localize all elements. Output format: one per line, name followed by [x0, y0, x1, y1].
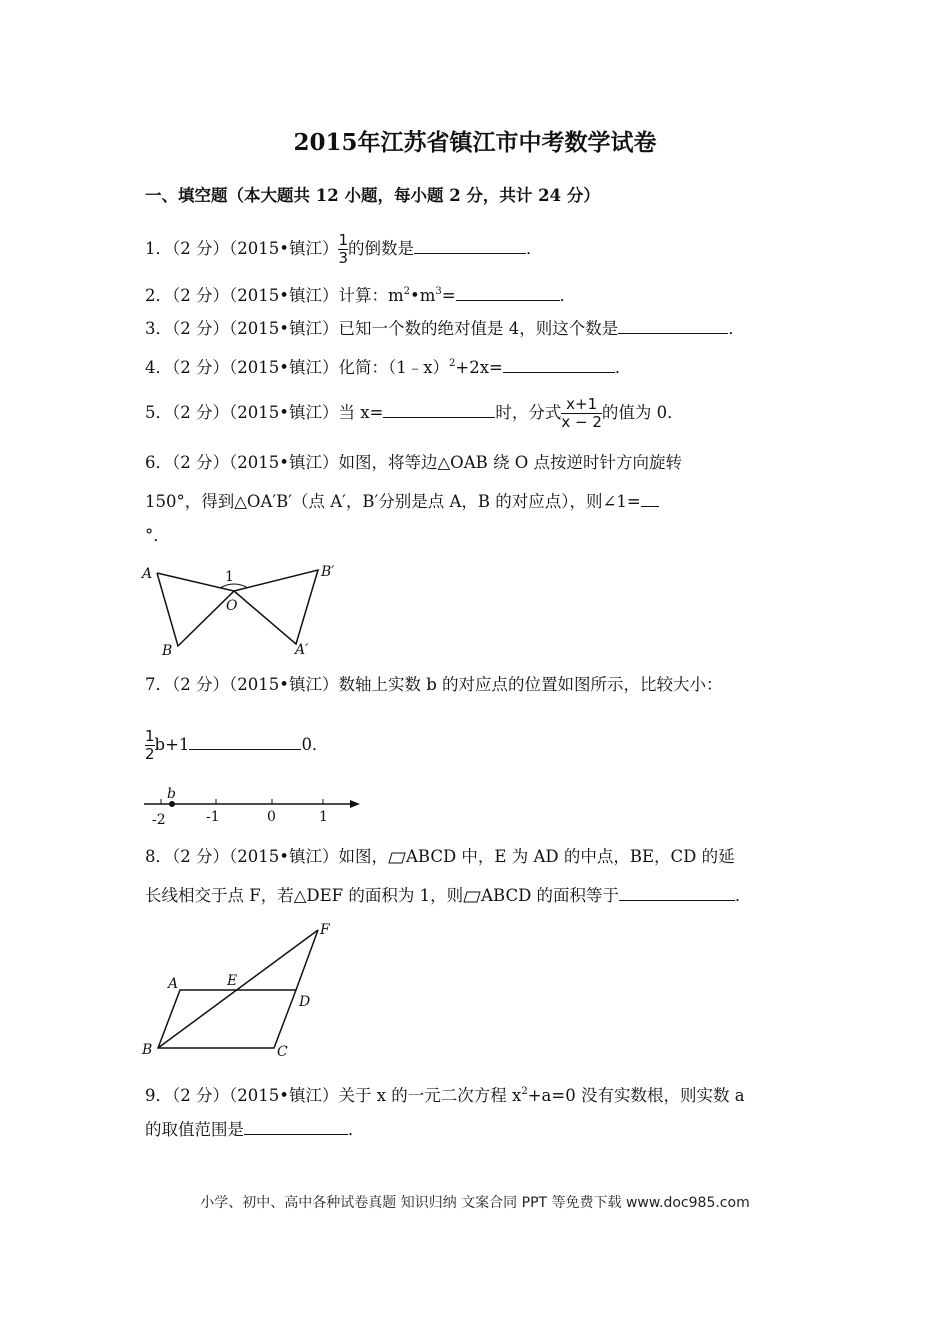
question-7-line-2: $\frac{1}{2}$ b+1 0．	[145, 727, 329, 763]
question-source: （2015•镇江）	[229, 1086, 339, 1105]
question-points: （2 分）	[172, 675, 229, 694]
question-number: 2．	[145, 286, 172, 305]
tick-label: -1	[206, 809, 220, 825]
question-3: 3．（2 分）（2015•镇江）已知一个数的绝对值是 4，则这个数是 ．	[145, 319, 745, 338]
fraction: $\frac{1}{2}$	[145, 727, 155, 763]
parallelogram-icon	[463, 891, 481, 903]
answer-blank[interactable]	[244, 1118, 348, 1135]
question-8-line-2: 长线相交于点 F，若△DEF 的面积为 1，则 ABCD 的面积等于 ．	[145, 886, 752, 905]
question-source: （2015•镇江）	[229, 319, 339, 338]
label-d: D	[299, 994, 311, 1010]
question-points: （2 分）	[172, 403, 229, 422]
fraction: $\frac{x+1}{x - 2}$	[561, 395, 602, 431]
label-b: B	[162, 643, 173, 658]
question-4: 4．（2 分）（2015•镇江）化简：（1﹣x）$^2$+2x= ．	[145, 358, 632, 377]
answer-blank[interactable]	[456, 284, 560, 301]
answer-blank[interactable]	[189, 733, 301, 750]
question-text: 已知一个数的绝对值是 4，则这个数是	[338, 319, 619, 338]
question-text: 计算：m	[338, 286, 404, 305]
question-text: 的倒数是	[348, 239, 415, 258]
question-text: 化简：（1﹣x）	[338, 358, 450, 377]
answer-blank[interactable]	[383, 401, 495, 418]
section-heading: 一、填空题（本大题共 12 小题，每小题 2 分，共计 24 分）	[145, 186, 600, 205]
question-source: （2015•镇江）	[229, 286, 339, 305]
question-number: 7．	[145, 675, 172, 694]
triangle-oab	[157, 573, 234, 646]
number-line-figure	[140, 786, 370, 830]
question-6-line-2: 150°，得到△OA′B′（点 A′，B′分别是点 A，B 的对应点），则∠1=	[145, 490, 659, 513]
parallelogram-abcd	[158, 990, 296, 1048]
tick-label: -2	[152, 812, 166, 828]
label-b: b	[167, 786, 176, 802]
question-points: （2 分）	[172, 319, 229, 338]
question-5: 5．（2 分）（2015•镇江）当 x= 时，分式 $\frac{x+1}{x - 2}$ 的值为 0．	[145, 395, 684, 431]
question-number: 4．	[145, 358, 172, 377]
question-points: （2 分）	[172, 453, 229, 472]
label-b: B	[142, 1042, 153, 1058]
question-9-line-2: 的取值范围是 ．	[145, 1120, 365, 1139]
question-points: （2 分）	[172, 239, 229, 258]
tick-label: 0	[267, 809, 276, 825]
question-points: （2 分）	[172, 847, 229, 866]
parallelogram-icon	[388, 852, 406, 864]
label-a: A	[168, 976, 179, 992]
fraction: $\frac{1}{3}$	[338, 231, 349, 267]
question-number: 9．	[145, 1086, 172, 1105]
question-number: 6．	[145, 453, 172, 472]
question-7	[145, 674, 723, 696]
question-text: 关于 x 的一元二次方程 x	[338, 1086, 522, 1105]
question-9: 9．（2 分）（2015•镇江）关于 x 的一元二次方程 $x^2+a=0$ 没有实数根，则实数 a	[145, 1086, 745, 1105]
question-points: （2 分）	[172, 286, 229, 305]
parallelogram-figure	[138, 918, 348, 1062]
question-number: 1．	[145, 239, 172, 258]
question-source: （2015•镇江）	[229, 403, 339, 422]
line-bf	[158, 930, 318, 1048]
arrow-icon	[350, 800, 360, 808]
question-number: 8．	[145, 847, 172, 866]
question-source: （2015•镇江）	[229, 453, 339, 472]
question-6-line-3: °．	[145, 526, 170, 545]
question-text: 数轴上实数 b 的对应点的位置如图所示，比较大小：	[338, 675, 723, 694]
question-source: （2015•镇江）	[229, 847, 339, 866]
label-c: C	[277, 1044, 288, 1060]
page-title: 2015年江苏省镇江市中考数学试卷	[293, 129, 657, 156]
answer-blank[interactable]	[414, 237, 526, 254]
answer-blank[interactable]	[641, 490, 659, 507]
question-number: 5．	[145, 403, 172, 422]
label-f: F	[320, 922, 330, 938]
question-points: （2 分）	[172, 1086, 229, 1105]
triangle-oa2b2	[234, 570, 318, 644]
question-number: 3．	[145, 319, 172, 338]
question-source: （2015•镇江）	[229, 239, 339, 258]
question-text: 当 x=	[338, 403, 384, 422]
tick-label: 1	[319, 809, 328, 825]
question-2: 2．（2 分）（2015•镇江）计算：$m^2•m^3=$ ．	[145, 286, 577, 305]
label-a-prime: A′	[295, 642, 309, 658]
answer-blank[interactable]	[619, 884, 735, 901]
rotation-figure	[138, 558, 348, 658]
question-8: 8．（2 分）（2015•镇江）如图， ABCD 中，E 为 AD 的中点，BE，CD 的延	[145, 847, 735, 866]
label-b-prime: B′	[321, 564, 335, 580]
question-source: （2015•镇江）	[229, 358, 339, 377]
page-footer: 小学、初中、高中各种试卷真题 知识归纳 文案合同 PPT 等免费下载 www.doc985.com	[200, 1195, 750, 1211]
question-text: 如图，将等边△OAB 绕 O 点按逆时针方向旋转	[338, 453, 683, 472]
label-angle-1: 1	[225, 569, 234, 585]
label-o: O	[226, 598, 238, 614]
question-points: （2 分）	[172, 358, 229, 377]
question-1: 1．（2 分）（2015•镇江） $\frac{1}{3}$ 的倒数是 ．	[145, 231, 543, 267]
answer-blank[interactable]	[503, 356, 615, 373]
answer-blank[interactable]	[618, 317, 728, 334]
label-e: E	[227, 973, 238, 989]
question-6	[145, 452, 682, 474]
question-text: 如图，	[338, 847, 388, 866]
question-source: （2015•镇江）	[229, 675, 339, 694]
label-a: A	[142, 566, 153, 582]
